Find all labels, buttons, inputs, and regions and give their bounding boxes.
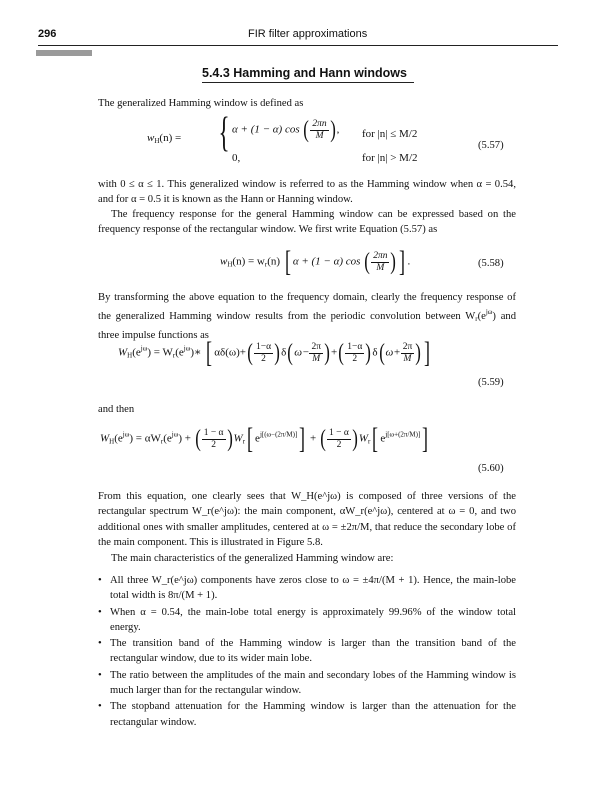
bullet-icon: • [98, 606, 102, 618]
and-then-text: and then [98, 404, 135, 415]
intro-text: The generalized Hamming window is defined as [98, 98, 304, 109]
list-item: • When α = 0.54, the main-lobe total energy is approximately 99.96% of the window total energy. [98, 606, 516, 633]
eq558-number: (5.58) [478, 258, 504, 269]
eq558-body: $w_H(n) = w_r(n)$ [ α + (1 − α) cos ( $\frac{2\pi n}{M}$ ) ] . [220, 245, 411, 278]
bullet-icon: • [98, 575, 102, 586]
characteristics-list [98, 573, 516, 731]
eq559-body: $W_H(e^{j\omega})$ = $W_r(e^{j\omega})∗$ [ αδ(ω)+( $\frac{1-\alpha}{2}$ )δ(ω− $\frac{2\pi}{M}$ )+( $\frac{1-\alpha}{2}$ )δ(ω+ $\frac{2\pi}{M}$ ) ] [118, 336, 431, 369]
section-rule [202, 82, 414, 83]
eq557-number: (5.57) [478, 140, 504, 151]
bullet-icon: • [98, 701, 102, 713]
eq560-number: (5.60) [478, 463, 504, 474]
eq560-body: $W_H(e^{j\omega}) = \alpha W_r(e^{j\omega})$ + ( $\frac{1 - \alpha}{2}$ )$W_r$[ $e^{j[(\omega-(2\pi/M)]}$] + ( $\frac{1 - \alpha}{2}$ )$W_r$[ $e^{j[\omega+(2\pi/M)]}$] [100, 422, 429, 455]
list-item: • All three W_r(e^jω) components have zeros close to ω = ±4π/(M + 1). Hence, the main-lobe total width is 8π/(M + 1). [98, 575, 516, 602]
thumb-index-marker [36, 50, 92, 56]
page-number: 296 [38, 28, 57, 40]
header-rule [38, 45, 558, 46]
running-header [38, 28, 558, 44]
eq557-case2: 0, [232, 152, 241, 164]
paragraph-3: By transforming the above equation to the frequency domain, clearly the frequency response of the generalized Hamming window results from the periodic convolution between $W_r(e^{j\omega})$ and three impulse functions as [98, 292, 516, 341]
list-item: • The ratio between the amplitudes of the main and secondary lobes of the Hamming window is much larger than for the rectangular window. [98, 669, 516, 697]
paragraph-4: From this equation, one clearly sees that W_H(e^jω) is composed of three versions of the rectangular spectrum W_r(e^jω): the main component, αW_r(e^jω), centered at ω = 0, and two additional ones with smaller amplitudes, centered at ω = ±2π/M, that reduce the secondary lobe of the main component. This is illustrated in Figure 5.8. [98, 491, 516, 548]
section-heading: 5.4.3 Hamming and Hann windows [202, 66, 407, 80]
list-item: • The stopband attenuation for the Hamming window is larger than the attenuation for the rectangular window. [98, 701, 516, 728]
eq557-cond1: for |n| ≤ M/2 [362, 128, 418, 140]
paragraph-5: The main characteristics of the generalized Hamming window are: [111, 553, 394, 564]
bullet-icon: • [98, 638, 102, 650]
eq557-lhs: $w_H(n)$ = [147, 132, 182, 145]
paragraph-2: The frequency response for the general Hamming window can be expressed based on the frequency response of the rectangular window. We first write Equation (5.57) as [98, 209, 516, 236]
list-item: • The transition band of the Hamming window is larger than the transition band of the rectangular window, due to its wider main lobe. [98, 638, 516, 665]
eq557-cond2: for |n| > M/2 [362, 152, 418, 164]
eq557-case1: α + (1 − α) cos ( $\frac{2\pi n}{M}$ ), [232, 117, 340, 143]
paragraph-1: with 0 ≤ α ≤ 1. This generalized window is referred to as the Hamming window when α = 0.54, and for α = 0.5 it is known as the Hann or Hanning window. [98, 179, 516, 206]
eq559-number: (5.59) [478, 377, 504, 388]
cases-brace: { [218, 110, 230, 156]
bullet-icon: • [98, 669, 102, 681]
running-title: FIR filter approximations [248, 28, 368, 40]
